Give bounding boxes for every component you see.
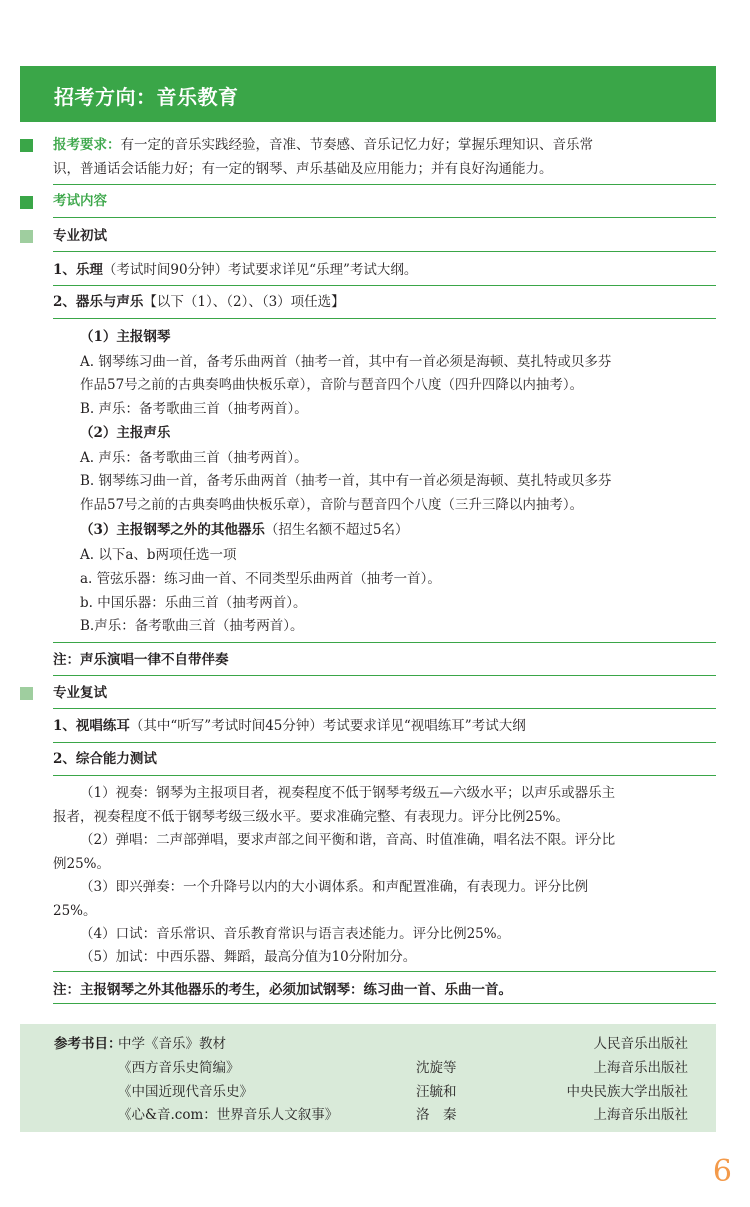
divider <box>53 1003 716 1004</box>
prelim-item-1-text: （考试时间90分钟）考试要求详见“乐理”考试大纲。 <box>102 262 418 278</box>
divider <box>53 318 716 319</box>
other-a-b: b. 中国乐器：乐曲三首（抽考两首）。 <box>80 595 307 611</box>
divider <box>53 708 716 709</box>
vocal-b-line-2: 作品57号之前的古典奏鸣曲快板乐章），音阶与琶音四个八度（三升三降以内抽考）。 <box>80 497 584 513</box>
requirements-text-1: 有一定的音乐实践经验，音准、节奏感、音乐记忆力好；掌握乐理知识、音乐常 <box>120 137 593 153</box>
section-title: 招考方向：音乐教育 <box>54 85 239 109</box>
divider <box>53 675 716 676</box>
divider <box>53 971 716 972</box>
references-box <box>20 1024 716 1132</box>
ref-author: 洛 秦 <box>416 1107 457 1123</box>
other-a: A. 以下a、b两项任选一项 <box>80 547 237 563</box>
divider <box>53 742 716 743</box>
divider <box>53 775 716 776</box>
accompany-line-2: 例25%。 <box>53 856 111 872</box>
accompany-line-1: （2）弹唱：二声部弹唱，要求声部之间平衡和谐，音高、时值准确，唱名法不限。评分比 <box>80 832 616 848</box>
extra-test: （5）加试：中西乐器、舞蹈，最高分值为10分附加分。 <box>80 949 417 965</box>
requirements-label: 报考要求： <box>53 137 121 153</box>
ref-author: 汪毓和 <box>416 1084 457 1100</box>
divider <box>53 642 716 643</box>
prelim-item-2-label: 2、器乐与声乐 <box>53 294 144 310</box>
retest-note: 注：主报钢琴之外其他器乐的考生，必须加试钢琴：练习曲一首、乐曲一首。 <box>53 982 512 998</box>
ref-publisher: 中央民族大学出版社 <box>566 1084 688 1100</box>
other-instrument-note: （招生名额不超过5名） <box>264 522 409 538</box>
retest-item-1-label: 1、视唱练耳 <box>53 718 130 734</box>
ref-title: 中学《音乐》教材 <box>118 1036 226 1052</box>
prelim-item-1 <box>53 261 417 279</box>
prelim-item-2-text: 【以下（1）、（2）、（3）项任选】 <box>143 294 345 310</box>
divider <box>53 217 716 218</box>
ref-title: 《中国近现代音乐史》 <box>118 1084 253 1100</box>
retest-item-2-label: 2、综合能力测试 <box>53 751 157 767</box>
prelim-item-2 <box>53 293 345 311</box>
requirements-line-2: 识，普通话会话能力好；有一定的钢琴、声乐基础及应用能力；并有良好沟通能力。 <box>53 161 553 177</box>
retest-item-1 <box>53 717 526 735</box>
ref-publisher: 上海音乐出版社 <box>593 1060 688 1076</box>
bullet-square <box>20 687 33 700</box>
bullet-square <box>20 230 33 243</box>
divider <box>53 184 716 185</box>
piano-b: B. 声乐：备考歌曲三首（抽考两首）。 <box>80 401 308 417</box>
prelim-heading: 专业初试 <box>53 228 107 244</box>
divider <box>53 285 716 286</box>
other-instrument-title-text: （3）主报钢琴之外的其他器乐 <box>80 522 265 538</box>
ref-author: 沈旋等 <box>416 1060 457 1076</box>
other-b: B.声乐：备考歌曲三首（抽考两首）。 <box>80 618 304 634</box>
piano-a-line-2: 作品57号之前的古典奏鸣曲快板乐章），音阶与琶音四个八度（四升四降以内抽考）。 <box>80 377 584 393</box>
ref-title: 《西方音乐史简编》 <box>118 1060 240 1076</box>
piano-major-title: （1）主报钢琴 <box>80 329 171 345</box>
other-instrument-title <box>80 521 409 539</box>
oral-test: （4）口试：音乐常识、音乐教育常识与语言表述能力。评分比例25%。 <box>80 926 511 942</box>
piano-a-line-1: A. 钢琴练习曲一首，备考乐曲两首（抽考一首，其中有一首必须是海顿、莫扎特或贝多芬 <box>80 354 612 370</box>
vocal-a: A. 声乐：备考歌曲三首（抽考两首）。 <box>80 450 308 466</box>
sight-reading-line-2: 报者，视奏程度不低于钢琴考级三级水平。要求准确完整、有表现力。评分比例25%。 <box>53 809 570 825</box>
prelim-item-1-label: 1、乐理 <box>53 262 103 278</box>
requirements-line-1 <box>53 136 593 154</box>
prelim-note: 注：声乐演唱一律不自带伴奏 <box>53 652 229 668</box>
vocal-major-title: （2）主报声乐 <box>80 425 171 441</box>
ref-title: 《心&音.com：世界音乐人文叙事》 <box>118 1107 339 1123</box>
improv-line-2: 25%。 <box>53 903 97 919</box>
ref-publisher: 人民音乐出版社 <box>593 1036 688 1052</box>
retest-item-1-text: （其中“听写”考试时间45分钟）考试要求详见“视唱练耳”考试大纲 <box>129 718 526 734</box>
bullet-square <box>20 139 33 152</box>
ref-publisher: 上海音乐出版社 <box>593 1107 688 1123</box>
section-header <box>20 66 716 122</box>
sight-reading-line-1: （1）视奏：钢琴为主报项目者，视奏程度不低于钢琴考级五—六级水平；以声乐或器乐主 <box>80 785 616 801</box>
other-a-a: a. 管弦乐器：练习曲一首、不同类型乐曲两首（抽考一首）。 <box>80 571 441 587</box>
vocal-b-line-1: B. 钢琴练习曲一首，备考乐曲两首（抽考一首，其中有一首必须是海顿、莫扎特或贝多芬 <box>80 473 612 489</box>
bullet-square <box>20 196 33 209</box>
page-number: 6 <box>712 1154 732 1189</box>
retest-heading: 专业复试 <box>53 685 107 701</box>
divider <box>53 251 716 252</box>
exam-content-heading: 考试内容 <box>53 193 107 209</box>
references-label: 参考书目： <box>54 1036 122 1052</box>
improv-line-1: （3）即兴弹奏：一个升降号以内的大小调体系。和声配置准确，有表现力。评分比例 <box>80 879 589 895</box>
